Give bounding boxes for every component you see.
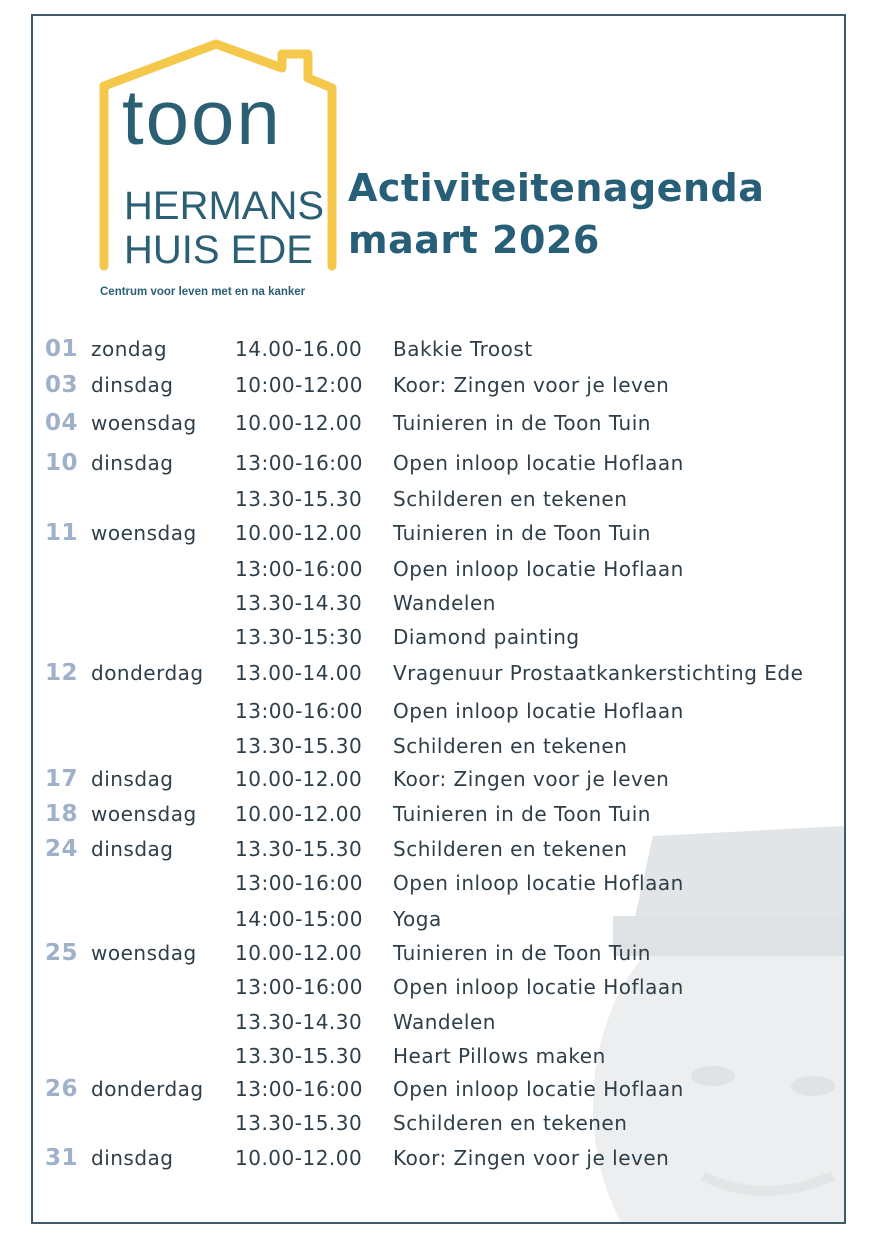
agenda-activity: Schilderen en tekenen (393, 487, 628, 511)
agenda-time: 13.30-14.30 (235, 591, 363, 615)
agenda-date: 18 (45, 801, 79, 827)
agenda-activity: Open inloop locatie Hoflaan (393, 699, 684, 723)
agenda-time: 10.00-12.00 (235, 941, 363, 965)
agenda-activity: Koor: Zingen voor je leven (393, 767, 670, 791)
agenda-activity: Yoga (393, 907, 442, 931)
agenda-activity: Open inloop locatie Hoflaan (393, 975, 684, 999)
agenda-day: dinsdag (91, 837, 174, 861)
agenda-activity: Vragenuur Prostaatkankerstichting Ede (393, 661, 804, 685)
agenda-time: 13.30-15.30 (235, 1111, 363, 1135)
agenda-date: 17 (45, 766, 79, 792)
agenda-activity: Schilderen en tekenen (393, 1111, 628, 1135)
agenda-day: donderdag (91, 661, 204, 685)
agenda-day: woensdag (91, 941, 197, 965)
agenda-time: 13.30-15.30 (235, 734, 363, 758)
agenda-activity: Schilderen en tekenen (393, 734, 628, 758)
agenda-time: 13.30-15.30 (235, 1044, 363, 1068)
logo-wordmark-hermans: HERMANS (124, 184, 325, 228)
agenda-time: 14:00-15:00 (235, 907, 363, 931)
agenda-time: 10.00-12.00 (235, 802, 363, 826)
agenda-day: donderdag (91, 1077, 204, 1101)
agenda-time: 13:00-16:00 (235, 871, 363, 895)
agenda-date: 11 (45, 520, 79, 546)
agenda-time: 10.00-12.00 (235, 1146, 363, 1170)
agenda-date: 25 (45, 940, 79, 966)
agenda-time: 13:00-16:00 (235, 557, 363, 581)
agenda-activity: Tuinieren in de Toon Tuin (393, 411, 651, 435)
agenda-activity: Bakkie Troost (393, 337, 533, 361)
agenda-date: 26 (45, 1076, 79, 1102)
agenda-time: 13:00-16:00 (235, 975, 363, 999)
agenda-date: 03 (45, 372, 79, 398)
agenda-date: 10 (45, 450, 79, 476)
agenda-day: woensdag (91, 802, 197, 826)
title-line-1: Activiteitenagenda (348, 166, 765, 210)
agenda-time: 10.00-12.00 (235, 411, 363, 435)
agenda-date: 04 (45, 410, 79, 436)
agenda-activity: Heart Pillows maken (393, 1044, 606, 1068)
agenda-time: 10:00-12:00 (235, 373, 363, 397)
logo-wordmark-huis-ede: HUIS EDE (124, 228, 313, 272)
agenda-day: dinsdag (91, 373, 174, 397)
agenda-time: 13:00-16:00 (235, 451, 363, 475)
agenda-activity: Schilderen en tekenen (393, 837, 628, 861)
agenda-day: woensdag (91, 411, 197, 435)
agenda-date: 31 (45, 1145, 79, 1171)
logo-tagline: Centrum voor leven met en na kanker (100, 286, 306, 298)
agenda-time: 13.30-15:30 (235, 625, 363, 649)
agenda-time: 13.30-15.30 (235, 487, 363, 511)
agenda-day: dinsdag (91, 1146, 174, 1170)
agenda-day: woensdag (91, 521, 197, 545)
agenda-activity: Open inloop locatie Hoflaan (393, 871, 684, 895)
page-title (348, 162, 764, 266)
agenda-activity: Diamond painting (393, 625, 580, 649)
agenda-activity: Tuinieren in de Toon Tuin (393, 521, 651, 545)
agenda-date: 01 (45, 336, 79, 362)
agenda-activity: Koor: Zingen voor je leven (393, 373, 670, 397)
title-line-2: maart 2026 (348, 218, 600, 262)
agenda-time: 13.30-15.30 (235, 837, 363, 861)
agenda-date: 24 (45, 836, 79, 862)
agenda-day: zondag (91, 337, 168, 361)
agenda-activity: Open inloop locatie Hoflaan (393, 451, 684, 475)
agenda-activity: Tuinieren in de Toon Tuin (393, 802, 651, 826)
agenda-time: 13.00-14.00 (235, 661, 363, 685)
agenda-time: 13:00-16:00 (235, 699, 363, 723)
agenda-activity: Wandelen (393, 591, 496, 615)
agenda-activity: Wandelen (393, 1010, 496, 1034)
agenda-time: 10.00-12.00 (235, 767, 363, 791)
logo-wordmark-toon: toon (122, 73, 282, 161)
agenda-day: dinsdag (91, 767, 174, 791)
agenda-time: 14.00-16.00 (235, 337, 363, 361)
agenda-activity: Koor: Zingen voor je leven (393, 1146, 670, 1170)
agenda-time: 10.00-12.00 (235, 521, 363, 545)
agenda-day: dinsdag (91, 451, 174, 475)
agenda-activity: Tuinieren in de Toon Tuin (393, 941, 651, 965)
agenda-activity: Open inloop locatie Hoflaan (393, 1077, 684, 1101)
agenda-time: 13:00-16:00 (235, 1077, 363, 1101)
agenda-time: 13.30-14.30 (235, 1010, 363, 1034)
agenda-date: 12 (45, 660, 79, 686)
agenda-activity: Open inloop locatie Hoflaan (393, 557, 684, 581)
